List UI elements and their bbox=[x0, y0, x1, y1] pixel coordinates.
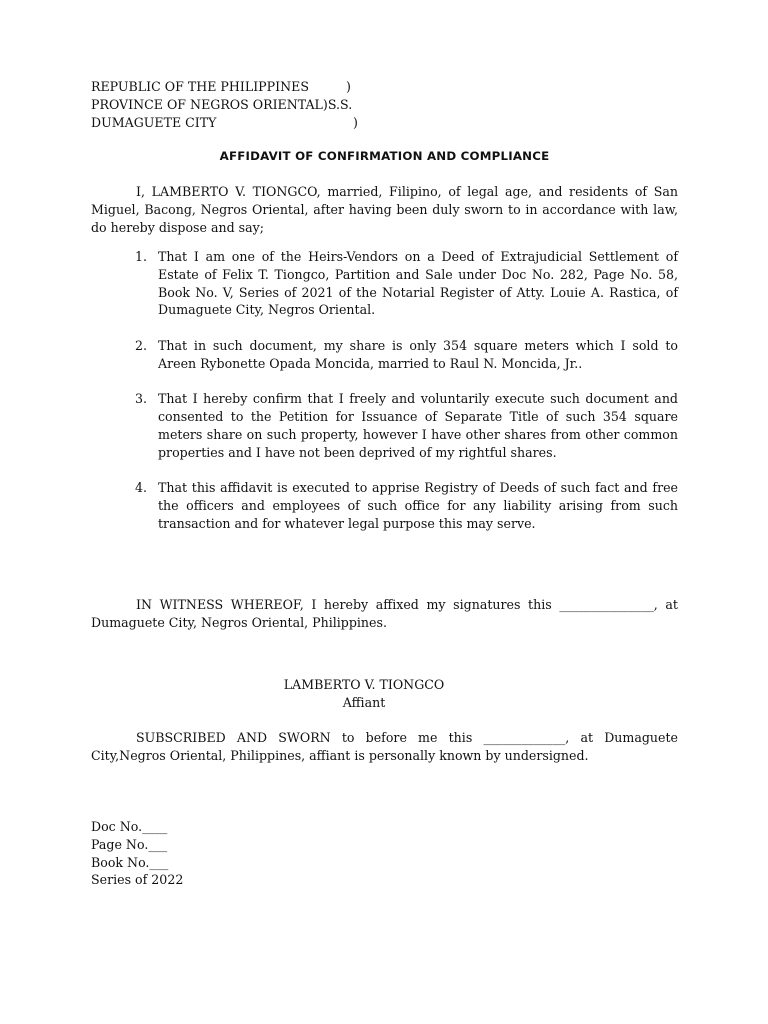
page-number: Page No.___ bbox=[91, 836, 168, 852]
venue-mark: ) bbox=[353, 114, 358, 130]
venue-line-city bbox=[91, 114, 411, 132]
affiant-role: Affiant bbox=[342, 695, 386, 710]
venue-line-republic bbox=[91, 78, 411, 96]
intro-paragraph: I, LAMBERTO V. TIONGCO, married, Filipino, of legal age, and residents of San Miguel, Bacong, Negros Oriental, after having been duly sworn to in accordance with law, do hereby dispose and say; bbox=[91, 184, 678, 235]
statement-number: 3. bbox=[135, 391, 148, 407]
venue-text: DUMAGUETE CITY bbox=[91, 114, 217, 130]
venue-mark: ) bbox=[346, 79, 351, 94]
document-title: AFFIDAVIT OF CONFIRMATION AND COMPLIANCE bbox=[219, 149, 550, 163]
notarial-register-entry bbox=[91, 818, 291, 889]
statement-number: 1. bbox=[135, 249, 148, 264]
witness-paragraph: IN WITNESS WHEREOF, I hereby affixed my signatures this _______________, at Dumaguete City, Negros Oriental, Philippines. bbox=[91, 597, 678, 630]
venue-mark: )S.S. bbox=[322, 96, 353, 112]
statement-item bbox=[91, 337, 678, 373]
statement-item bbox=[91, 390, 678, 461]
statement-number: 4. bbox=[135, 480, 148, 496]
venue-text: PROVINCE OF NEGROS ORIENTAL bbox=[91, 96, 323, 112]
statement-text: That I hereby confirm that I freely and voluntarily execute such document and consented to the Petition for Issuance of Separate Title of such 354 square meters share on such property, however I have other shares from other common properties and I have not been deprived of my rightful shares. bbox=[158, 391, 678, 460]
book-number: Book No.___ bbox=[91, 854, 169, 870]
numbered-statements bbox=[91, 248, 678, 551]
statement-item bbox=[91, 479, 678, 532]
affiant-name: LAMBERTO V. TIONGCO bbox=[283, 677, 445, 692]
statement-text: That this affidavit is executed to apprise Registry of Deeds of such fact and free the officers and employees of such office for any liability arising from such transaction and for whatever legal purpose this may serve. bbox=[158, 480, 678, 531]
venue-text: REPUBLIC OF THE PHILIPPINES bbox=[91, 79, 309, 94]
venue-header bbox=[91, 78, 411, 131]
series-year: Series of 2022 bbox=[91, 872, 184, 888]
statement-text: That in such document, my share is only 354 square meters which I sold to Areen Rybonette Opada Moncida, married to Raul N. Moncida, Jr.. bbox=[158, 337, 678, 371]
jurat-paragraph: SUBSCRIBED AND SWORN to before me this _____________, at Dumaguete City,Negros Oriental, Philippines, affiant is personally known by undersigned. bbox=[91, 730, 678, 763]
statement-text: That I am one of the Heirs-Vendors on a Deed of Extrajudicial Settlement of Estate of Felix T. Tiongco, Partition and Sale under Doc No. 282, Page No. 58, Book No. V, Series of 2021 of the Notarial Register of Atty. Louie A. Rastica, of Dumaguete City, Negros Oriental. bbox=[158, 249, 678, 318]
venue-line-province bbox=[91, 96, 411, 114]
statement-item bbox=[91, 248, 678, 319]
doc-number: Doc No.____ bbox=[91, 819, 168, 834]
statement-number: 2. bbox=[135, 337, 148, 353]
